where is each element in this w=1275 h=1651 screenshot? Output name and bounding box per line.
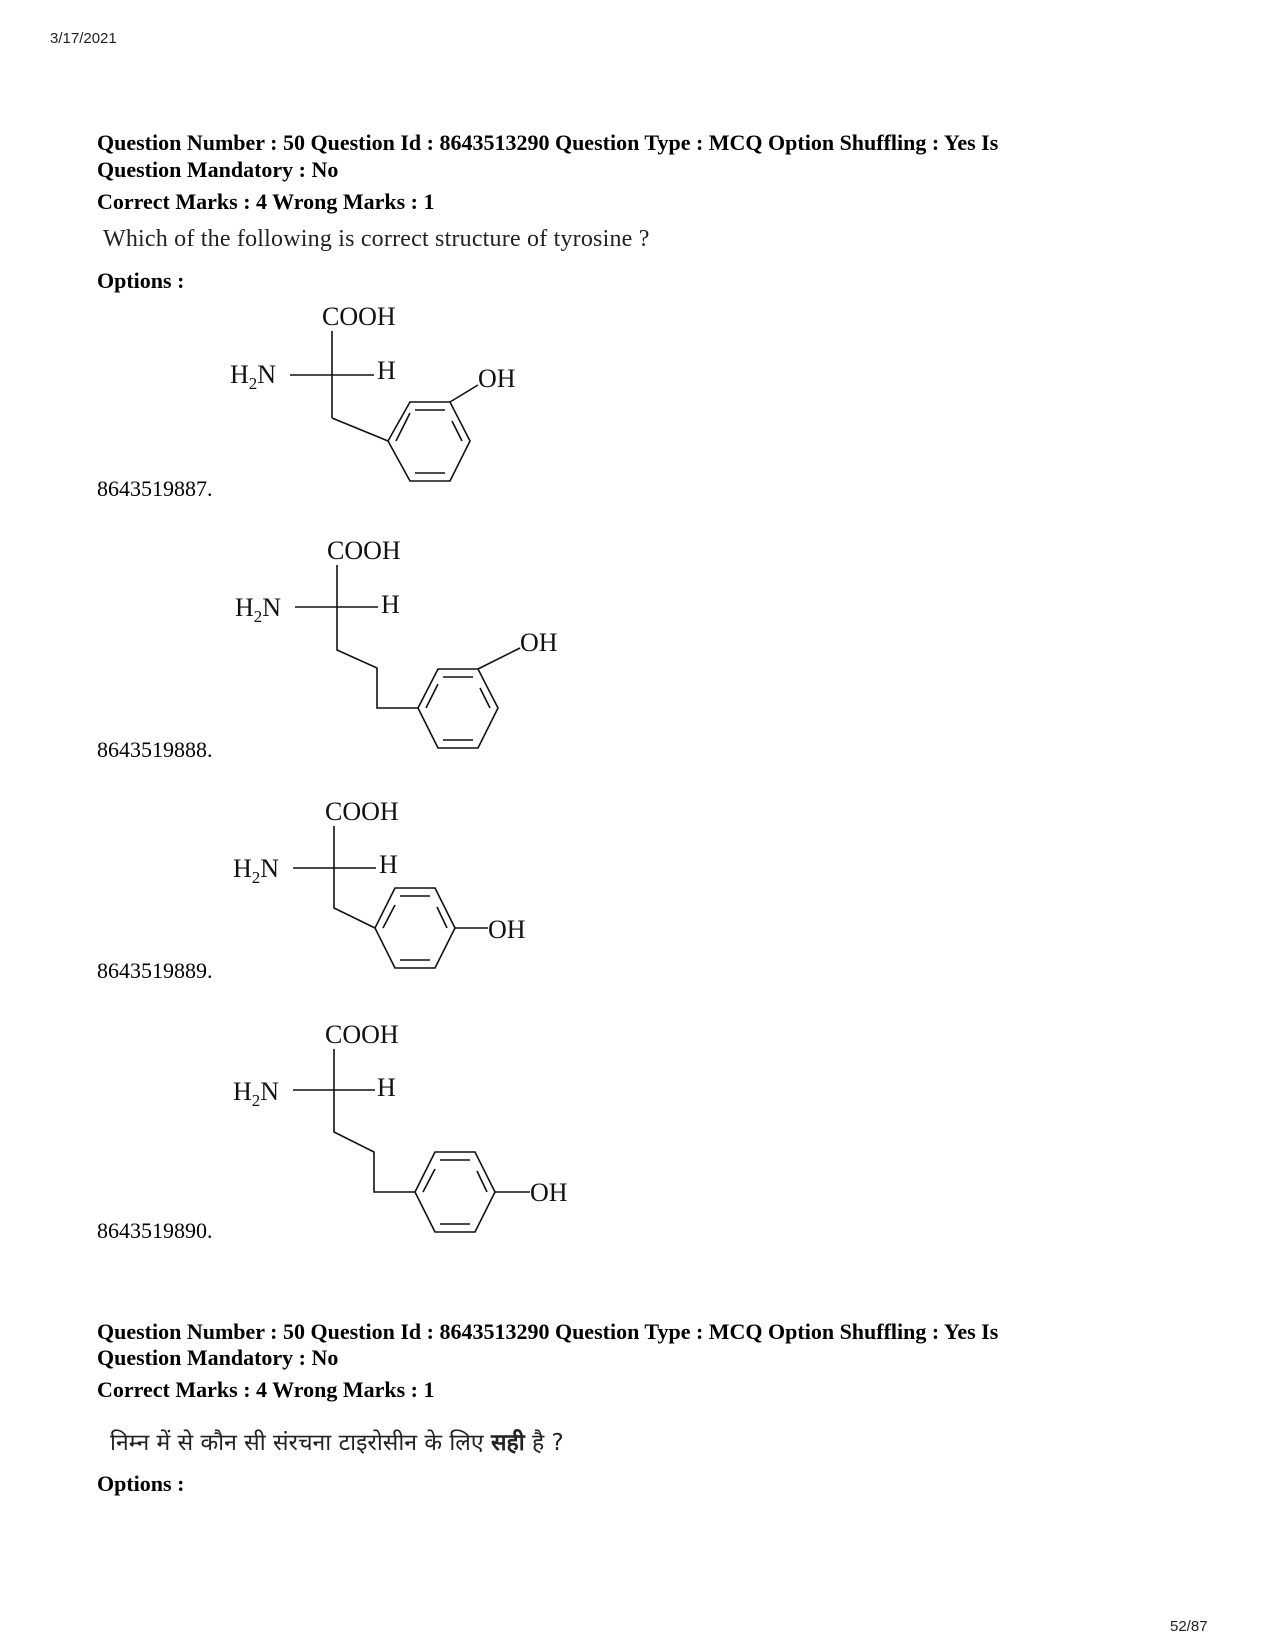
option-4-id[interactable]: 8643519890. xyxy=(97,1218,213,1243)
question-meta-line-2: Question Mandatory : No xyxy=(97,157,339,182)
amine-label: $H_2N$ xyxy=(235,593,282,626)
hydroxyl-label: OH xyxy=(478,364,516,393)
question-meta-line-2: Question Mandatory : No xyxy=(97,1345,339,1370)
print-date: 3/17/2021 xyxy=(50,30,117,47)
options-label: Options : xyxy=(97,1471,185,1496)
amine-label: $H_2N$ xyxy=(230,360,277,393)
amine-label: $H_2N$ xyxy=(233,1077,280,1110)
options-label: Options : xyxy=(97,268,185,293)
option-3-id[interactable]: 8643519889. xyxy=(97,958,213,983)
question-marks: Correct Marks : 4 Wrong Marks : 1 xyxy=(97,189,435,214)
cooh-label: COOH xyxy=(322,302,396,331)
question-meta-line-1: Question Number : 50 Question Id : 8643513290 Question Type : MCQ Option Shuffling : Yes Is xyxy=(97,130,999,155)
hydroxyl-label: OH xyxy=(520,628,558,657)
hydrogen-label: H xyxy=(379,850,398,879)
option-2-id[interactable]: 8643519888. xyxy=(97,737,213,762)
hydroxyl-label: OH xyxy=(530,1178,568,1207)
option-1-id[interactable]: 8643519887. xyxy=(97,476,213,501)
hydrogen-label: H xyxy=(377,1073,396,1102)
cooh-label: COOH xyxy=(327,536,401,565)
question-meta-line-1: Question Number : 50 Question Id : 8643513290 Question Type : MCQ Option Shuffling : Yes Is xyxy=(97,1319,999,1344)
page-number: 52/87 xyxy=(1170,1618,1208,1635)
question-text: Which of the following is correct structure of tyrosine ? xyxy=(103,226,650,252)
question-marks: Correct Marks : 4 Wrong Marks : 1 xyxy=(97,1377,435,1402)
amine-label: $H_2N$ xyxy=(233,854,280,887)
hydroxyl-label: OH xyxy=(488,915,526,944)
question-text-hindi: निम्न में से कौन सी संरचना टाइरोसीन के लिए सही है ? xyxy=(110,1430,564,1456)
cooh-label: COOH xyxy=(325,797,399,826)
hydrogen-label: H xyxy=(381,590,400,619)
hydrogen-label: H xyxy=(377,356,396,385)
cooh-label: COOH xyxy=(325,1020,399,1049)
